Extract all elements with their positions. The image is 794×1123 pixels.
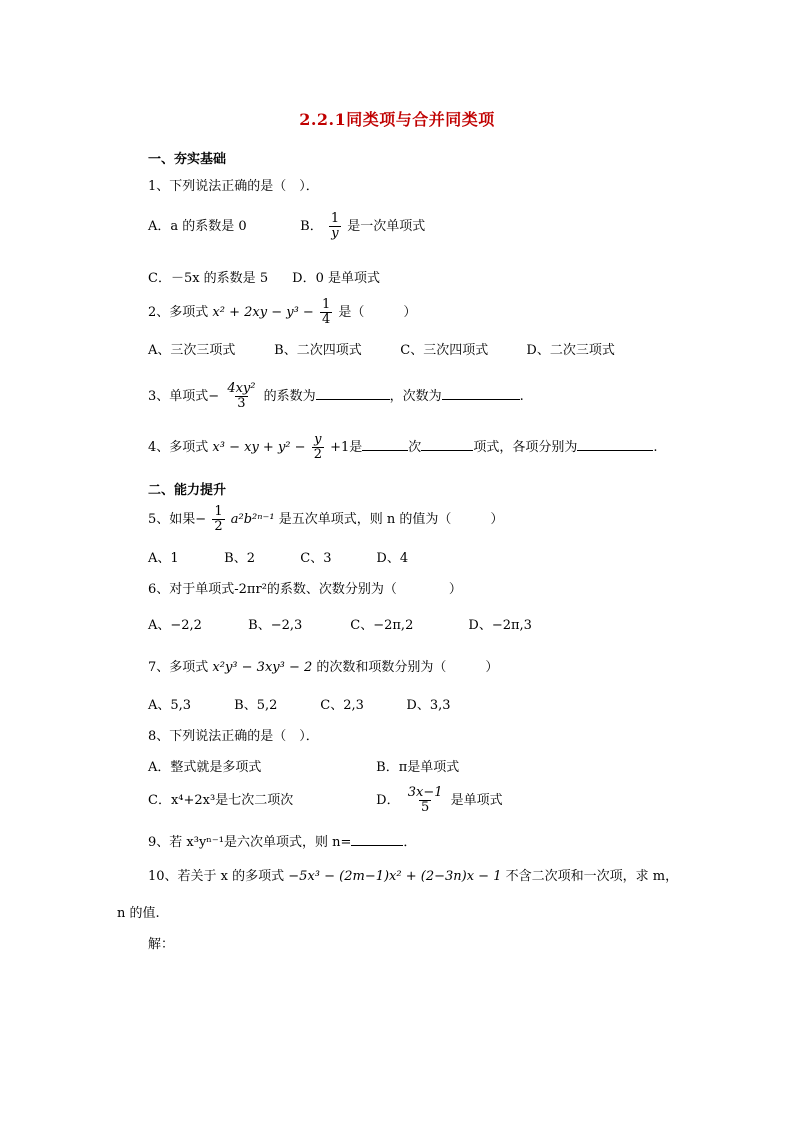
q6-option-a: A、−2,2 (148, 618, 202, 633)
answer-label: 解： (148, 937, 175, 952)
question-7-options (148, 697, 451, 715)
q2-fraction (320, 298, 332, 327)
q5-suffix: 是五次单项式，则 n 的值为（ ） (278, 512, 504, 527)
q7-option-c: C、2,3 (320, 698, 364, 713)
q10-suffix: 不含二次项和一次项，求 m， (505, 869, 679, 884)
q5-option-a: A、1 (148, 551, 179, 566)
q8-fraction-numerator: 3x−1 (407, 785, 443, 800)
page-title: 2.2.1同类项与合并同类项 (299, 110, 495, 129)
q5-fraction (212, 505, 224, 534)
q3-prefix: 3、单项式− (148, 389, 220, 404)
q10-expression: −5x³ − (2m−1)x² + (2−3n)x − 1 (288, 869, 502, 884)
q5-expression: a²b²ⁿ⁻¹ (230, 512, 275, 527)
q4-fraction (312, 433, 324, 462)
q1-fraction-denominator: y (331, 226, 339, 241)
section-heading-basic: 一、夯实基础 (148, 152, 227, 167)
q8-option-c: C．x⁴+2x³是七次二项次 (148, 793, 294, 808)
question-10-line-2: n 的值. (117, 906, 160, 921)
q6-option-b: B、−2,3 (248, 618, 303, 633)
q4-fraction-numerator: y (314, 432, 322, 447)
q9-prefix: 9、若 x³yⁿ⁻¹是六次单项式，则 n= (148, 835, 352, 850)
q3-fraction (225, 382, 257, 411)
q4-blank-degree (362, 438, 408, 451)
q7-option-d: D、3,3 (406, 698, 451, 713)
q4-text-terms: 项式，各项分别为 (473, 440, 578, 455)
q2-option-b: B、二次四项式 (274, 343, 362, 358)
q3-blank-degree (442, 387, 520, 400)
q6-option-c: C、−2π,2 (350, 618, 414, 633)
q4-text-ci: 次 (408, 440, 422, 455)
q1-option-c: C．－5x 的系数是 5 (148, 271, 269, 286)
q2-option-c: C、三次四项式 (400, 343, 489, 358)
question-8-stem: 8、下列说法正确的是（ ）． (148, 729, 319, 744)
q7-prefix: 7、多项式 (148, 660, 209, 675)
q2-fraction-numerator: 1 (321, 297, 331, 312)
section-heading-advanced: 二、能力提升 (148, 483, 227, 498)
question-7-stem (148, 659, 498, 677)
q5-prefix: 5、如果− (148, 512, 207, 527)
q3-blank-coefficient (316, 387, 390, 400)
q3-text-coefficient: 的系数为 (263, 389, 316, 404)
question-8-options-ab (148, 759, 459, 777)
q7-suffix: 的次数和项数分别为（ ） (316, 660, 499, 675)
q7-option-a: A、5,3 (148, 698, 192, 713)
q4-blank-each-term (577, 438, 653, 451)
q8-option-d-label: D． (376, 793, 400, 808)
question-2-options (148, 342, 615, 360)
q4-prefix: 4、多项式 (148, 440, 209, 455)
q2-suffix: 是（ ） (338, 305, 417, 320)
q3-fraction-denominator: 3 (237, 396, 246, 411)
q4-fraction-denominator: 2 (313, 447, 322, 462)
q1-fraction (329, 212, 341, 241)
q4-blank-terms (421, 438, 473, 451)
question-10-line-1 (148, 868, 678, 886)
q9-blank (351, 833, 403, 846)
q8-option-d-text: 是单项式 (450, 793, 503, 808)
question-6-stem: 6、对于单项式-2πr²的系数、次数分别为（ ） (148, 582, 462, 597)
q5-option-d: D、4 (376, 551, 409, 566)
q8-fraction (406, 786, 445, 815)
q2-expression: x² + 2xy − y³ − (212, 305, 314, 320)
question-4 (148, 433, 657, 462)
q1-option-b-label: B． (300, 219, 323, 234)
q5-option-c: C、3 (300, 551, 332, 566)
question-5-options (148, 550, 408, 568)
q2-option-a: A、三次三项式 (148, 343, 236, 358)
q7-option-b: B、5,2 (234, 698, 278, 713)
question-2-stem (148, 298, 416, 327)
q8-option-a: A．整式就是多项式 (148, 760, 262, 775)
q9-end-punct: ． (403, 835, 417, 850)
question-5-stem (148, 505, 503, 534)
q2-prefix: 2、多项式 (148, 305, 209, 320)
q8-fraction-denominator: 5 (420, 800, 430, 815)
q3-fraction-numerator: 4xy² (227, 381, 256, 396)
q1-option-d: D．0 是单项式 (292, 271, 380, 286)
q3-end-punct: . (519, 389, 524, 404)
q10-prefix: 10、若关于 x 的多项式 (148, 869, 285, 884)
q1-fraction-numerator: 1 (330, 211, 340, 226)
q6-option-d: D、−2π,3 (468, 618, 532, 633)
q1-option-a: A．a 的系数是 0 (148, 219, 247, 234)
q4-expression-part2: +1 (330, 440, 350, 455)
question-1-options-ab (148, 212, 425, 241)
question-6-options (148, 617, 532, 635)
q4-end-punct: . (653, 440, 658, 455)
question-1-options-cd (148, 270, 380, 288)
q7-expression: x²y³ − 3xy³ − 2 (212, 660, 313, 675)
question-1-stem: 1、下列说法正确的是（ ）． (148, 179, 319, 194)
q5-option-b: B、2 (224, 551, 255, 566)
question-3 (148, 382, 524, 411)
q8-option-b: B．π是单项式 (376, 760, 460, 775)
q4-text-is: 是 (349, 440, 363, 455)
q1-option-b-text: 是一次单项式 (347, 219, 426, 234)
q2-fraction-denominator: 4 (321, 312, 331, 327)
q4-expression-part1: x³ − xy + y² − (212, 440, 306, 455)
q3-text-degree: ，次数为 (389, 389, 442, 404)
q2-option-d: D、二次三项式 (526, 343, 615, 358)
question-8-options-cd (148, 786, 503, 815)
q5-fraction-denominator: 2 (214, 519, 223, 534)
question-9 (148, 833, 416, 852)
q5-fraction-numerator: 1 (214, 504, 223, 519)
